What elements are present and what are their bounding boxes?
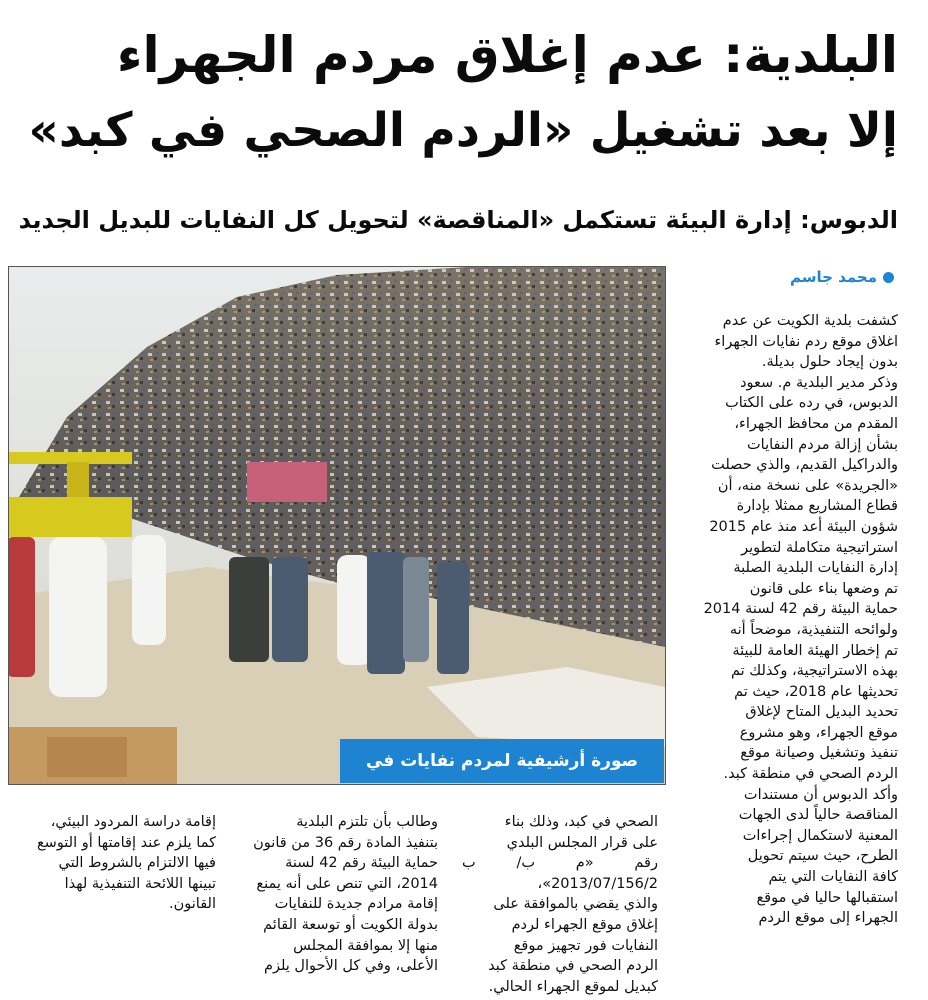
headline-line-1: البلدية: عدم إغلاق مردم الجهراء (116, 26, 898, 84)
author-name: محمد جاسم (790, 268, 877, 286)
author-byline (790, 268, 894, 286)
landfill-photo-illustration (8, 267, 665, 785)
bullet-icon (883, 272, 894, 283)
photo-caption: صورة أرشيفية لمردم نفايات في الكويت (340, 739, 664, 783)
subheadline: الدبوس: إدارة البيئة تستكمل «المناقصة» لتحويل كل النفايات للبديل الجديد (18, 206, 898, 234)
article-column-bottom-3: إقامة دراسة المردود البيئي، كما يلزم عند إقامتها أو التوسع فيها الالتزام بالشروط التي تبينها اللائحة التنفيذية لهذا القانون. (36, 814, 216, 913)
article-column-bottom-2: وطالب بأن تلتزم البلدية بتنفيذ المادة رقم 36 من قانون حماية البيئة رقم 42 لسنة 2014، التي تنص على أنه يمنع إقامة مرادم جديدة للنفايات بدولة الكويت أو توسعة القائم منها إلا بموافقة المجلس الأعلى، وفي كل الأحوال يلزم (253, 814, 438, 975)
article-column-right: كشفت بلدية الكويت عن عدم اغلاق موقع ردم نفايات الجهراء بدون إيجاد حلول بديلة. وذكر مدير البلدية م. سعود الدبوس، في رده على الكتاب المقدم من محافظ الجهراء، بشأن إزالة مردم النفايات والدراكيل القديم، والذي حصلت «الجريدة» على نسخة منه، أن قطاع المشاريع ممثلا بإدارة شؤون البيئة أعد منذ عام 2015 استراتيجية متكاملة لتطوير إدارة النفايات البلدية الصلبة تم وضعها بناء على قانون حماية البيئة رقم 42 لسنة 2014 ولوائحه التنفيذية، موضحاً أنه تم إخطار الهيئة العامة للبيئة بهذه الاستراتيجية، وكذلك تم تحديثها عام 2018، حيث تم تحديد البديل المتاح لإغلاق موقع الجهراء، وهو مشروع تنفيذ وتشغيل وصيانة موقع الردم الصحي في منطقة كبد. وأكد الدبوس أن مستندات المناقصة حالياً لدى الجهات المعنية لاستكمال إجراءات الطرح، حيث سيتم تحويل كافة النفايات التي يتم استقبالها حاليا في موقع الجهراء إلى موقع الردم (703, 313, 898, 927)
article-column-bottom-1: الصحي في كبد، وذلك بناء على قرار المجلس البلدي رقم «م ب/ ب 2013/07/156/2»، والذي يقضي بالموافقة على إغلاق موقع الجهراء لردم النفايات فور تجهيز موقع الردم الصحي في منطقة كبد كبديل لموقع الجهراء الحالي. (462, 814, 658, 995)
article-photo (8, 266, 666, 785)
headline-line-2: إلا بعد تشغيل «الردم الصحي في كبد» (28, 103, 898, 158)
